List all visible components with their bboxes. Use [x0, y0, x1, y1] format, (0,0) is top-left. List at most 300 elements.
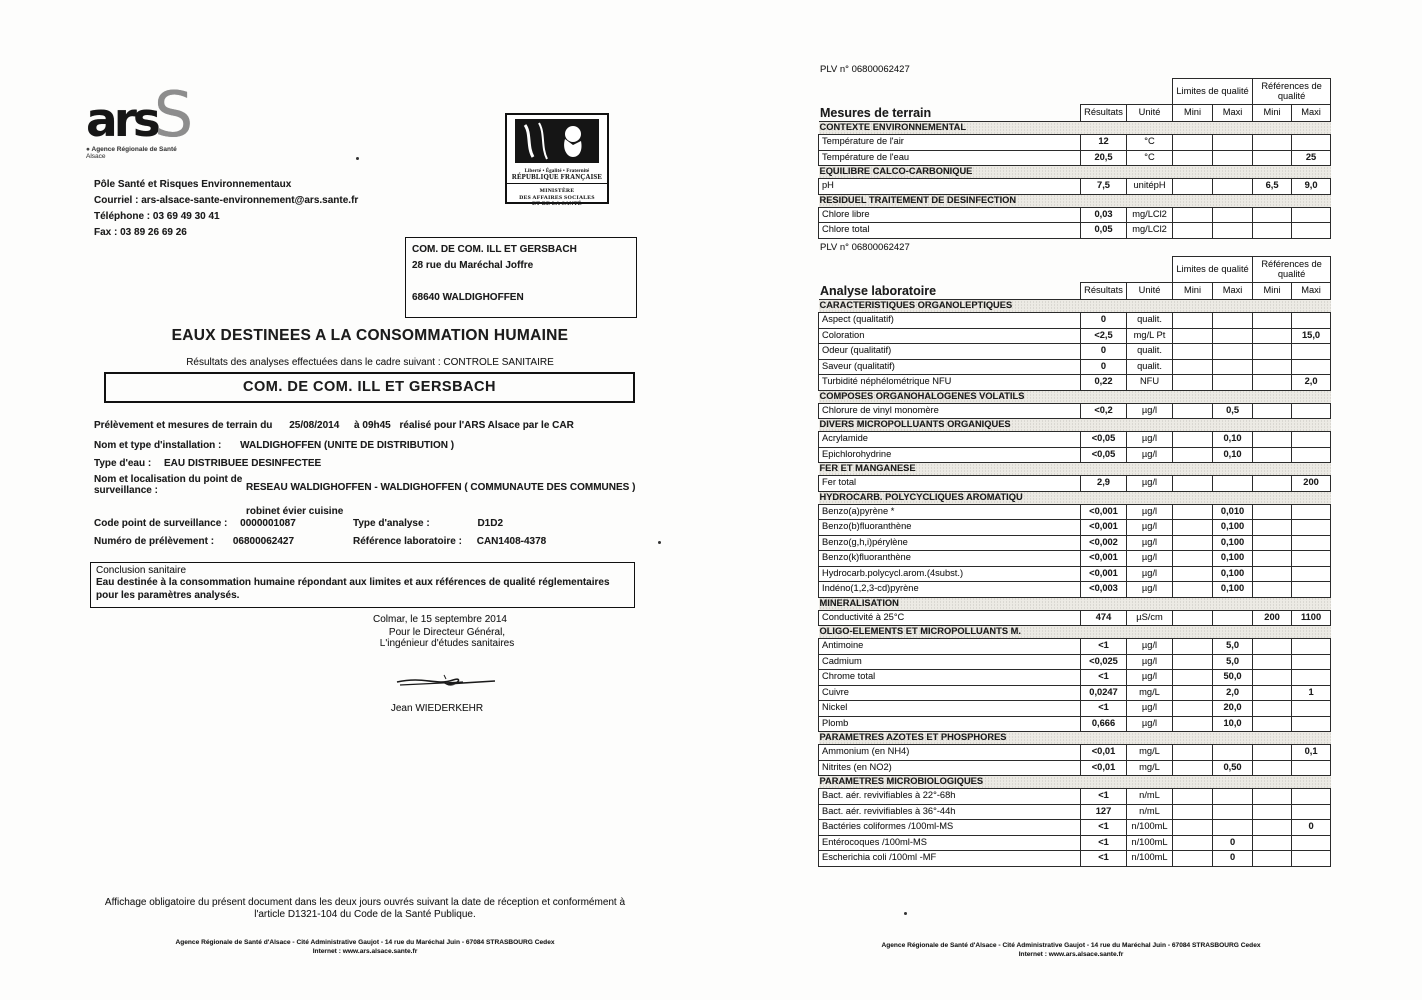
ref-mini-cell [1253, 745, 1292, 761]
stamp-republic: RÉPUBLIQUE FRANÇAISE [511, 174, 603, 181]
result-cell: <0,025 [1081, 654, 1127, 670]
unit-cell: mg/L [1127, 760, 1173, 776]
lim-maxi-cell [1213, 135, 1253, 151]
conclusion-title: Conclusion sanitaire [96, 565, 187, 576]
ref-maxi-cell: 0,1 [1292, 745, 1331, 761]
ref-maxi-cell [1292, 504, 1331, 520]
section-header: COMPOSES ORGANOHALOGENES VOLATILS [819, 390, 1331, 403]
table-row [819, 701, 1331, 717]
ministry-stamp [505, 113, 609, 208]
table-row [819, 403, 1331, 419]
lim-maxi-cell [1213, 820, 1253, 836]
unit-cell: n/100mL [1127, 851, 1173, 867]
param-label: Chlorure de vinyl monomère [819, 403, 1081, 419]
commune-title-box: COM. DE COM. ILL ET GERSBACH [104, 372, 635, 403]
lim-maxi-cell [1213, 745, 1253, 761]
ref-mini-cell [1253, 820, 1292, 836]
table-row [819, 745, 1331, 761]
ars-logo-subtitle: ● Agence Régionale de Santé [86, 146, 177, 153]
contact-fax: Fax : 03 89 26 69 26 [94, 227, 187, 238]
result-cell: <1 [1081, 851, 1127, 867]
column-header: Unité [1127, 283, 1173, 300]
result-cell: 12 [1081, 135, 1127, 151]
table-row [819, 789, 1331, 805]
section-header: MINERALISATION [819, 597, 1331, 610]
ref-maxi-cell [1292, 432, 1331, 448]
unit-cell: µg/l [1127, 504, 1173, 520]
ref-maxi-cell [1292, 760, 1331, 776]
column-header: Mini [1173, 283, 1213, 300]
unit-cell: µg/l [1127, 639, 1173, 655]
lim-mini-cell [1173, 804, 1213, 820]
lim-maxi-cell [1213, 328, 1253, 344]
table-row [819, 835, 1331, 851]
param-label: pH [819, 179, 1081, 195]
unit-cell: n/mL [1127, 789, 1173, 805]
param-label: Bactéries coliformes /100ml-MS [819, 820, 1081, 836]
ref-mini-cell [1253, 701, 1292, 717]
unit-cell: n/mL [1127, 804, 1173, 820]
table-row [819, 685, 1331, 701]
contact-email: Courriel : ars-alsace-sante-environnement@ars.sante.fr [94, 195, 359, 206]
lim-mini-cell [1173, 207, 1213, 223]
lim-mini-cell [1173, 150, 1213, 166]
mesures-terrain-table-block [818, 64, 1332, 239]
column-header: Résultats [1081, 105, 1127, 122]
param-label: Température de l'air [819, 135, 1081, 151]
unit-cell: µg/l [1127, 535, 1173, 551]
ref-maxi-cell [1292, 520, 1331, 536]
ref-maxi-cell [1292, 701, 1331, 717]
ref-maxi-cell [1292, 804, 1331, 820]
lim-mini-cell [1173, 745, 1213, 761]
lim-mini-cell [1173, 520, 1213, 536]
unit-cell: µg/l [1127, 551, 1173, 567]
column-header: Maxi [1292, 105, 1331, 122]
installation-value: WALDIGHOFFEN (UNITE DE DISTRIBUTION ) [240, 440, 455, 451]
result-cell: 127 [1081, 804, 1127, 820]
table-row [819, 476, 1331, 492]
section-header: FER ET MANGANESE [819, 463, 1331, 476]
result-cell: 7,5 [1081, 179, 1127, 195]
unit-cell: µg/l [1127, 701, 1173, 717]
section-header: PARAMETRES AZOTES ET PHOSPHORES [819, 732, 1331, 745]
lim-maxi-cell: 0,5 [1213, 403, 1253, 419]
table-row [819, 610, 1331, 626]
table-row [819, 223, 1331, 239]
lim-mini-cell [1173, 135, 1213, 151]
unit-cell: qualit. [1127, 344, 1173, 360]
param-label: Chlore libre [819, 207, 1081, 223]
ref-mini-cell: 200 [1253, 610, 1292, 626]
result-cell: <2,5 [1081, 328, 1127, 344]
param-label: Escherichia coli /100ml -MF [819, 851, 1081, 867]
ref-mini-cell [1253, 432, 1292, 448]
param-label: Antimoine [819, 639, 1081, 655]
result-cell: <1 [1081, 789, 1127, 805]
table-row [819, 535, 1331, 551]
lim-maxi-cell: 10,0 [1213, 716, 1253, 732]
ref-mini-cell [1253, 639, 1292, 655]
lim-mini-cell [1173, 566, 1213, 582]
type-analyse-value: D1D2 [477, 518, 504, 529]
lim-mini-cell [1173, 639, 1213, 655]
param-label: Saveur (qualitatif) [819, 359, 1081, 375]
recipient-address-box [405, 237, 637, 318]
table-row [819, 432, 1331, 448]
lim-mini-cell [1173, 551, 1213, 567]
lim-mini-cell [1173, 179, 1213, 195]
section-header: EQUILIBRE CALCO-CARBONIQUE [819, 166, 1331, 179]
conclusion-text: Eau destinée à la consommation humaine répondant aux limites et aux références de qualité réglementaires pour les paramètres analysés. [96, 577, 610, 601]
unit-cell: unitépH [1127, 179, 1173, 195]
lim-maxi-cell: 0,50 [1213, 760, 1253, 776]
unit-cell: mg/LCl2 [1127, 223, 1173, 239]
column-header: Mini [1173, 105, 1213, 122]
lim-mini-cell [1173, 223, 1213, 239]
prelevement-date: 25/08/2014 [289, 420, 340, 431]
lim-mini-cell [1173, 375, 1213, 391]
ref-maxi-cell [1292, 403, 1331, 419]
lim-maxi-cell: 0 [1213, 851, 1253, 867]
column-header: Maxi [1213, 105, 1253, 122]
param-label: Odeur (qualitatif) [819, 344, 1081, 360]
result-cell: 0,05 [1081, 223, 1127, 239]
lim-mini-cell [1173, 582, 1213, 598]
stamp-motto: Liberté • Égalité • Fraternité [524, 169, 590, 174]
unit-cell: n/100mL [1127, 820, 1173, 836]
ref-maxi-cell: 15,0 [1292, 328, 1331, 344]
ref-maxi-cell [1292, 313, 1331, 329]
lim-mini-cell [1173, 835, 1213, 851]
lim-mini-cell [1173, 344, 1213, 360]
references-qualite-header: Références de qualité [1253, 257, 1331, 283]
unit-cell: mg/L Pt [1127, 328, 1173, 344]
ref-mini-cell: 6,5 [1253, 179, 1292, 195]
ref-mini-cell [1253, 789, 1292, 805]
ref-mini-cell [1253, 670, 1292, 686]
analyse-laboratoire-title: Analyse laboratoire [820, 284, 937, 298]
ref-mini-cell [1253, 375, 1292, 391]
ref-maxi-cell: 25 [1292, 150, 1331, 166]
ref-maxi-cell [1292, 851, 1331, 867]
result-cell: <1 [1081, 639, 1127, 655]
marianne-emblem-icon [515, 119, 599, 163]
table-row [819, 359, 1331, 375]
detail-code: Code point de surveillance : 0000001087 [94, 518, 296, 529]
ars-logo-s: S [153, 78, 194, 151]
ref-maxi-cell: 1 [1292, 685, 1331, 701]
unit-cell: °C [1127, 150, 1173, 166]
ref-maxi-cell [1292, 135, 1331, 151]
lim-mini-cell [1173, 820, 1213, 836]
lim-maxi-cell [1213, 610, 1253, 626]
ref-mini-cell [1253, 535, 1292, 551]
lim-maxi-cell: 0,10 [1213, 447, 1253, 463]
unit-cell: µg/l [1127, 670, 1173, 686]
ref-mini-cell [1253, 504, 1292, 520]
signature-role: L'ingénieur d'études sanitaires [379, 638, 515, 649]
detail-point-label: Nom et localisation du point de surveillance : [94, 474, 243, 496]
table-row [819, 447, 1331, 463]
ref-mini-cell [1253, 135, 1292, 151]
table-row [819, 344, 1331, 360]
scan-artifact [658, 541, 661, 544]
ref-mini-cell [1253, 223, 1292, 239]
stamp-ministry: MINISTÈRE DES AFFAIRES SOCIALES ET DE LA SANTÉ [507, 183, 607, 208]
ref-maxi-cell [1292, 639, 1331, 655]
ref-maxi-cell [1292, 716, 1331, 732]
lim-maxi-cell [1213, 179, 1253, 195]
ref-maxi-cell [1292, 670, 1331, 686]
param-label: Cadmium [819, 654, 1081, 670]
param-label: Aspect (qualitatif) [819, 313, 1081, 329]
detail-type-analyse: Type d'analyse : D1D2 [353, 518, 504, 529]
lim-maxi-cell [1213, 223, 1253, 239]
ref-maxi-cell [1292, 551, 1331, 567]
column-header: Maxi [1292, 283, 1331, 300]
ref-mini-cell [1253, 207, 1292, 223]
left-footer-agency: Agence Régionale de Santé d'Alsace - Cité Administrative Gaujot - 14 rue du Maréchal Juin - 67084 STRASBOURG Cedex Internet : www.ars.alsace.sante.fr [175, 939, 555, 955]
lim-mini-cell [1173, 359, 1213, 375]
ref-maxi-cell [1292, 359, 1331, 375]
table-row [819, 566, 1331, 582]
ref-mini-cell [1253, 582, 1292, 598]
unit-cell: µg/l [1127, 654, 1173, 670]
table-row [819, 551, 1331, 567]
limites-qualite-header: Limites de qualité [1173, 257, 1253, 283]
column-header: Mini [1253, 283, 1292, 300]
plv-number: PLV n° 06800062427 [820, 242, 910, 253]
ref-maxi-cell: 1100 [1292, 610, 1331, 626]
ref-mini-cell [1253, 804, 1292, 820]
lim-mini-cell [1173, 670, 1213, 686]
ref-mini-cell [1253, 835, 1292, 851]
ref-maxi-cell [1292, 344, 1331, 360]
right-page [711, 0, 1422, 1000]
ref-mini-cell [1253, 760, 1292, 776]
display-notice: Affichage obligatoire du présent document dans les deux jours ouvrés suivant la date de réception et conformément à l'article D1321-104 du Code de la Santé Publique. [104, 897, 626, 920]
result-cell: <0,05 [1081, 432, 1127, 448]
section-header: RESIDUEL TRAITEMENT DE DESINFECTION [819, 194, 1331, 207]
param-label: Indéno(1,2,3-cd)pyrène [819, 582, 1081, 598]
ref-mini-cell [1253, 328, 1292, 344]
param-label: Turbidité néphélométrique NFU [819, 375, 1081, 391]
plv-number: PLV n° 06800062427 [820, 64, 910, 75]
table-row [819, 150, 1331, 166]
unit-cell: µS/cm [1127, 610, 1173, 626]
document-subtitle: Résultats des analyses effectuées dans le cadre suivant : CONTROLE SANITAIRE [186, 357, 554, 368]
lim-maxi-cell: 0,010 [1213, 504, 1253, 520]
param-label: Ammonium (en NH4) [819, 745, 1081, 761]
param-label: Nitrites (en NO2) [819, 760, 1081, 776]
scan-artifact [356, 157, 359, 160]
param-label: Acrylamide [819, 432, 1081, 448]
lim-mini-cell [1173, 447, 1213, 463]
contact-pole: Pôle Santé et Risques Environnementaux [94, 179, 292, 190]
detail-numero: Numéro de prélèvement : 06800062427 [94, 536, 295, 547]
unit-cell: NFU [1127, 375, 1173, 391]
results-table [818, 256, 1331, 867]
ref-mini-cell [1253, 685, 1292, 701]
ref-maxi-cell [1292, 535, 1331, 551]
param-label: Epichlorohydrine [819, 447, 1081, 463]
table-row [819, 328, 1331, 344]
type-eau-value: EAU DISTRIBUEE DESINFECTEE [163, 458, 322, 469]
param-label: Chrome total [819, 670, 1081, 686]
recipient-street: 28 rue du Maréchal Joffre [412, 260, 534, 271]
result-cell: 0,22 [1081, 375, 1127, 391]
param-label: Hydrocarb.polycycl.arom.(4subst.) [819, 566, 1081, 582]
lim-maxi-cell: 0,100 [1213, 551, 1253, 567]
lim-maxi-cell: 0 [1213, 835, 1253, 851]
table-row [819, 375, 1331, 391]
param-label: Plomb [819, 716, 1081, 732]
ref-maxi-cell [1292, 654, 1331, 670]
lim-mini-cell [1173, 432, 1213, 448]
lim-maxi-cell [1213, 476, 1253, 492]
param-label: Benzo(a)pyrène * [819, 504, 1081, 520]
lim-mini-cell [1173, 685, 1213, 701]
ref-maxi-cell [1292, 789, 1331, 805]
param-label: Fer total [819, 476, 1081, 492]
table-row [819, 760, 1331, 776]
signature-stroke [395, 672, 500, 690]
ars-logo [86, 78, 194, 160]
right-footer-agency: Agence Régionale de Santé d'Alsace - Cité Administrative Gaujot - 14 rue du Maréchal Juin - 67084 STRASBOURG Cedex Internet : www.ars.alsace.sante.fr [881, 942, 1261, 958]
unit-cell: µg/l [1127, 447, 1173, 463]
param-label: Benzo(g,h,i)pérylène [819, 535, 1081, 551]
param-label: Nickel [819, 701, 1081, 717]
result-cell: 0 [1081, 344, 1127, 360]
references-qualite-header: Références de qualité [1253, 79, 1331, 105]
lim-mini-cell [1173, 760, 1213, 776]
ref-maxi-cell [1292, 447, 1331, 463]
results-table [818, 78, 1331, 239]
lim-mini-cell [1173, 789, 1213, 805]
result-cell: 474 [1081, 610, 1127, 626]
table-row [819, 135, 1331, 151]
param-label: Température de l'eau [819, 150, 1081, 166]
unit-cell: °C [1127, 135, 1173, 151]
table-row [819, 207, 1331, 223]
ars-logo-region: Alsace [86, 153, 106, 160]
unit-cell: µg/l [1127, 566, 1173, 582]
param-label: Benzo(b)fluoranthène [819, 520, 1081, 536]
lim-mini-cell [1173, 313, 1213, 329]
contact-block [94, 177, 358, 241]
unit-cell: mg/L [1127, 745, 1173, 761]
detail-type-eau: Type d'eau : EAU DISTRIBUEE DESINFECTEE [94, 458, 322, 469]
unit-cell: mg/L [1127, 685, 1173, 701]
recipient-city: 68640 WALDIGHOFFEN [412, 292, 524, 303]
ref-maxi-cell [1292, 582, 1331, 598]
column-header: Unité [1127, 105, 1173, 122]
unit-cell: µg/l [1127, 432, 1173, 448]
table-row [819, 654, 1331, 670]
result-cell: 0,666 [1081, 716, 1127, 732]
result-cell: <1 [1081, 835, 1127, 851]
ref-mini-cell [1253, 150, 1292, 166]
result-cell: <0,001 [1081, 504, 1127, 520]
ref-maxi-cell: 9,0 [1292, 179, 1331, 195]
ref-mini-cell [1253, 344, 1292, 360]
result-cell: <0,001 [1081, 520, 1127, 536]
column-header: Maxi [1213, 283, 1253, 300]
code-value: 0000001087 [240, 518, 296, 529]
mesures-terrain-title: Mesures de terrain [820, 106, 932, 120]
table-row [819, 504, 1331, 520]
lim-mini-cell [1173, 654, 1213, 670]
ref-maxi-cell [1292, 223, 1331, 239]
scan-artifact [904, 912, 907, 915]
result-cell: 0,03 [1081, 207, 1127, 223]
section-header: HYDROCARB. POLYCYCLIQUES AROMATIQU [819, 491, 1331, 504]
reference-value: CAN1408-4378 [476, 536, 547, 547]
unit-cell: µg/l [1127, 716, 1173, 732]
unit-cell: qualit. [1127, 359, 1173, 375]
table-row [819, 820, 1331, 836]
table-row [819, 639, 1331, 655]
unit-cell: qualit. [1127, 313, 1173, 329]
ref-mini-cell [1253, 654, 1292, 670]
signatory-name: Jean WIEDERKEHR [390, 703, 484, 714]
param-label: Bact. aér. revivifiables à 22°-68h [819, 789, 1081, 805]
lim-maxi-cell [1213, 344, 1253, 360]
lim-mini-cell [1173, 328, 1213, 344]
signature-for: Pour le Directeur Général, [388, 627, 506, 638]
detail-installation: Nom et type d'installation : WALDIGHOFFEN (UNITE DE DISTRIBUTION ) [94, 440, 455, 451]
numero-value: 06800062427 [232, 536, 295, 547]
table-row [819, 179, 1331, 195]
unit-cell: µg/l [1127, 476, 1173, 492]
result-cell: 0 [1081, 359, 1127, 375]
result-cell: 0 [1081, 313, 1127, 329]
lim-maxi-cell [1213, 313, 1253, 329]
lim-mini-cell [1173, 610, 1213, 626]
ref-maxi-cell: 2,0 [1292, 375, 1331, 391]
param-label: Chlore total [819, 223, 1081, 239]
result-cell: 2,9 [1081, 476, 1127, 492]
unit-cell: µg/l [1127, 520, 1173, 536]
lim-maxi-cell: 0,100 [1213, 566, 1253, 582]
result-cell: <0,001 [1081, 551, 1127, 567]
lim-maxi-cell: 0,100 [1213, 520, 1253, 536]
ars-logo-text: ars [86, 93, 157, 148]
result-cell: <0,05 [1081, 447, 1127, 463]
contact-phone: Téléphone : 03 69 49 30 41 [94, 211, 220, 222]
table-row [819, 716, 1331, 732]
param-label: Conductivité à 25°C [819, 610, 1081, 626]
result-cell: <0,003 [1081, 582, 1127, 598]
column-header: Mini [1253, 105, 1292, 122]
analyse-laboratoire-table-block [818, 242, 1332, 867]
unit-cell: n/100mL [1127, 835, 1173, 851]
param-label: Benzo(k)fluoranthène [819, 551, 1081, 567]
logo-bullet-icon: ● [86, 146, 90, 153]
result-cell: <0,001 [1081, 566, 1127, 582]
param-label: Cuivre [819, 685, 1081, 701]
lim-mini-cell [1173, 701, 1213, 717]
table-row [819, 804, 1331, 820]
prelevement-time: à 09h45 [354, 420, 391, 431]
ref-mini-cell [1253, 476, 1292, 492]
lim-maxi-cell: 0,10 [1213, 432, 1253, 448]
ref-mini-cell [1253, 566, 1292, 582]
lim-maxi-cell [1213, 150, 1253, 166]
ref-maxi-cell [1292, 835, 1331, 851]
result-cell: 0,0247 [1081, 685, 1127, 701]
